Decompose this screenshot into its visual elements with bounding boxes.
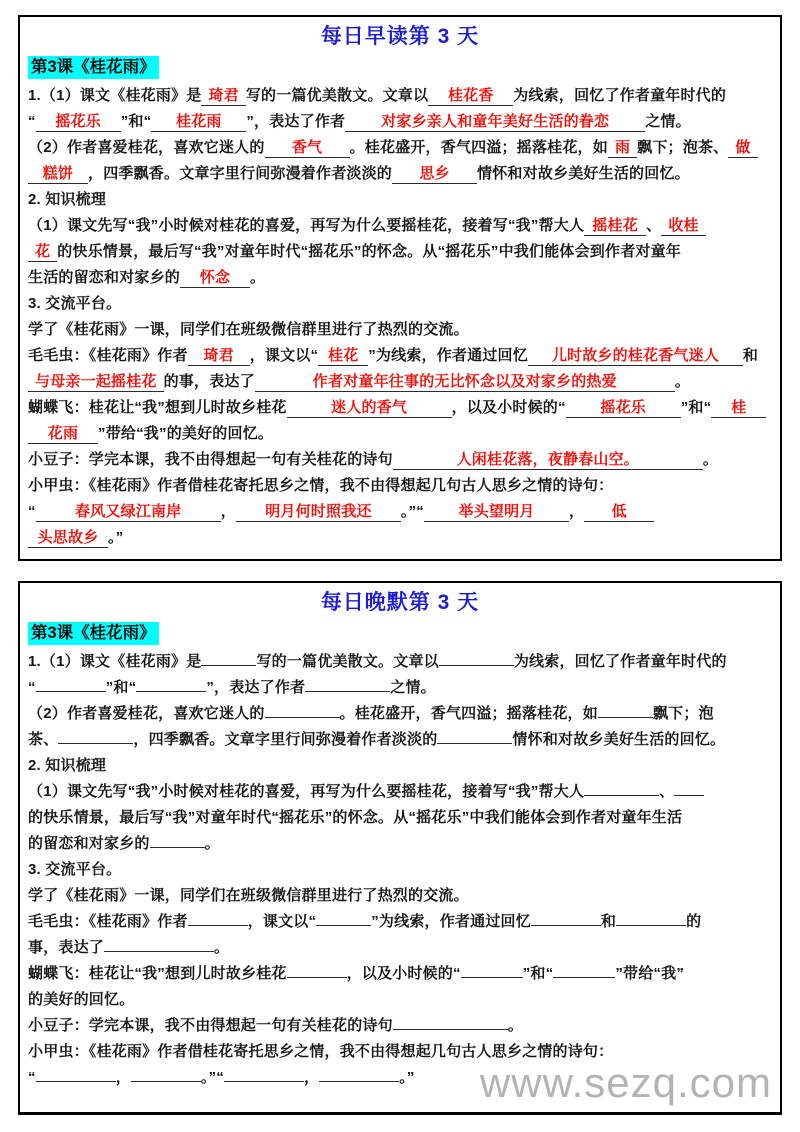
- blank-segment: [319, 1068, 399, 1082]
- answer-segment: 与母亲一起摇桂花: [28, 373, 164, 392]
- text-segment: “: [28, 503, 36, 521]
- answer-segment: 头思故乡: [28, 529, 108, 548]
- blank-segment: [201, 652, 256, 666]
- text-segment: 的快乐情景，最后写“我”对童年时代“摇花乐”的怀念。从“摇花乐”中我们能体会到作者对童年: [57, 243, 682, 261]
- text-segment: 。桂花盛开，香气四溢；摇落桂花，如: [349, 139, 608, 157]
- text-segment: “: [28, 1069, 36, 1087]
- text-segment: （2）作者喜爱桂花，喜欢它迷人的: [28, 139, 265, 157]
- morning-lesson-header: 第3课《桂花雨》: [28, 56, 159, 79]
- worksheet-line: [28, 135, 772, 161]
- answer-segment: 香气: [265, 139, 350, 158]
- text-segment: （1）课文先写“我”小时候对桂花的喜爱，再写为什么要摇桂花，接着写“我”帮大人: [28, 217, 585, 235]
- blank-segment: [58, 730, 133, 744]
- answer-segment: 琦君: [188, 347, 250, 366]
- text-segment: 为线索，回忆了作者童年时代的: [513, 653, 727, 671]
- text-segment: 飘下；泡: [652, 705, 714, 723]
- answer-segment: 花雨: [28, 425, 98, 444]
- blank-segment: [36, 1068, 116, 1082]
- worksheet-line: [28, 987, 772, 1013]
- text-segment: ”为线索，作者通过回忆: [371, 913, 531, 931]
- worksheet-line: [28, 857, 772, 883]
- worksheet-line: [28, 499, 772, 525]
- text-segment: ，课文以“: [249, 347, 319, 365]
- worksheet-line: [28, 369, 772, 395]
- answer-segment: 雨: [608, 139, 637, 158]
- worksheet-line: [28, 213, 772, 239]
- blank-segment: [265, 704, 340, 718]
- worksheet-line: [28, 317, 772, 343]
- text-segment: 。: [702, 451, 719, 469]
- worksheet-line: [28, 675, 772, 701]
- worksheet-line: [28, 239, 772, 265]
- text-segment: ，以及小时候的“: [451, 399, 566, 417]
- answer-segment: 桂花雨: [151, 113, 246, 132]
- worksheet-line: [28, 525, 772, 551]
- blank-segment: [553, 964, 615, 978]
- text-segment: 、: [659, 783, 675, 801]
- text-segment: 小豆子：学完本课，我不由得想起一句有关桂花的诗句: [28, 1017, 393, 1035]
- blank-segment: [674, 782, 704, 796]
- evening-dictation-section: [18, 581, 782, 1115]
- text-segment: 。桂花盛开，香气四溢；摇落桂花，如: [339, 705, 598, 723]
- text-segment: 、: [646, 217, 662, 235]
- text-segment: 的留恋和对家乡的: [28, 835, 150, 853]
- evening-lesson-header: 第3课《桂花雨》: [28, 622, 159, 645]
- answer-segment: 儿时故乡的桂花香气迷人: [528, 347, 743, 366]
- answer-segment: 举头望明月: [424, 503, 569, 522]
- text-segment: 1.（1）课文《桂花雨》是: [28, 87, 202, 105]
- text-segment: 写的一篇优美散文。文章以: [245, 87, 429, 105]
- text-segment: ”和“: [522, 965, 554, 983]
- text-segment: 的事，表达了: [163, 373, 255, 391]
- answer-segment: 对家乡亲人和童年美好生活的眷恋: [345, 113, 645, 132]
- text-segment: 和: [742, 347, 759, 365]
- blank-segment: [131, 1068, 201, 1082]
- evening-section-title: 每日晚默第 3 天: [320, 591, 480, 614]
- answer-segment: 桂花香: [428, 87, 513, 106]
- worksheet-line: [28, 649, 772, 675]
- blank-segment: [104, 938, 214, 952]
- text-segment: 蝴蝶飞：桂花让“我”想到儿时故乡桂花: [28, 399, 287, 417]
- blank-segment: [188, 912, 248, 926]
- worksheet-line: [28, 909, 772, 935]
- text-segment: 蝴蝶飞：桂花让“我”想到儿时故乡桂花: [28, 965, 287, 983]
- answer-segment: 人闲桂花落，夜静春山空。: [393, 451, 703, 470]
- text-segment: 的快乐情景，最后写“我”对童年时代“摇花乐”的怀念。从“摇花乐”中我们能体会到作者对童年生活: [28, 809, 683, 827]
- blank-segment: [224, 1068, 304, 1082]
- worksheet-line: [28, 1013, 772, 1039]
- answer-segment: 明月何时照我还: [236, 503, 401, 522]
- worksheet-line: [28, 805, 772, 831]
- text-segment: ”，表达了作者: [206, 679, 306, 697]
- answer-segment: 作者对童年往事的无比怀念以及对家乡的热爱: [255, 373, 675, 392]
- worksheet-line: [28, 961, 772, 987]
- answer-segment: 花: [28, 243, 57, 262]
- text-segment: ，四季飘香。文章字里行间弥漫着作者淡淡的: [133, 731, 438, 749]
- text-segment: 小甲虫：《桂花雨》作者借桂花寄托思乡之情，我不由得想起几句古人思乡之情的诗句：: [28, 477, 614, 495]
- worksheet-line: [28, 447, 772, 473]
- text-segment: 飘下；泡茶、: [637, 139, 729, 157]
- evening-content: [28, 649, 772, 1091]
- text-segment: ，: [569, 503, 585, 521]
- text-segment: 2. 知识梳理: [28, 191, 107, 209]
- text-segment: 。”: [399, 1069, 415, 1087]
- blank-segment: [287, 964, 347, 978]
- text-segment: 。: [674, 373, 691, 391]
- worksheet-line: [28, 343, 772, 369]
- answer-segment: 糕饼: [28, 165, 88, 184]
- text-segment: ，四季飘香。文章字里行间弥漫着作者淡淡的: [88, 165, 393, 183]
- blank-segment: [584, 782, 659, 796]
- worksheet-line: [28, 701, 772, 727]
- text-segment: 学了《桂花雨》一课，同学们在班级微信群里进行了热烈的交流。: [28, 321, 469, 339]
- text-segment: 生活的留恋和对家乡的: [28, 269, 181, 287]
- text-segment: 情怀和对故乡美好生活的回忆。: [512, 731, 726, 749]
- text-segment: 茶、: [28, 731, 59, 749]
- text-segment: ”，表达了作者: [246, 113, 346, 131]
- blank-segment: [531, 912, 601, 926]
- text-segment: ，: [115, 1069, 131, 1087]
- text-segment: 。”“: [200, 1069, 225, 1087]
- text-segment: 3. 交流平台。: [28, 861, 122, 879]
- answer-segment: 摇桂花: [584, 217, 646, 236]
- text-segment: ，以及小时候的“: [346, 965, 461, 983]
- text-segment: ”和“: [680, 399, 712, 417]
- answer-segment: 摇花乐: [566, 399, 681, 418]
- text-segment: “: [28, 113, 36, 131]
- text-segment: 小豆子：学完本课，我不由得想起一句有关桂花的诗句: [28, 451, 393, 469]
- text-segment: 1.（1）课文《桂花雨》是: [28, 653, 202, 671]
- answer-segment: 琦君: [201, 87, 245, 106]
- text-segment: ，课文以“: [247, 913, 317, 931]
- blank-segment: [136, 678, 206, 692]
- answer-segment: 春风又绿江南岸: [36, 503, 221, 522]
- text-segment: 。: [507, 1017, 524, 1035]
- morning-lesson-header-row: [28, 56, 772, 80]
- blank-segment: [150, 834, 205, 848]
- text-segment: ”为线索，作者通过回忆: [368, 347, 528, 365]
- blank-segment: [305, 678, 390, 692]
- text-segment: 之情。: [390, 679, 436, 697]
- worksheet-line: [28, 161, 772, 187]
- watermark: www.sezq.com: [479, 1059, 772, 1106]
- text-segment: 学了《桂花雨》一课，同学们在班级微信群里进行了热烈的交流。: [28, 887, 469, 905]
- worksheet-line: [28, 187, 772, 213]
- morning-reading-section: [18, 15, 782, 561]
- worksheet-line: [28, 779, 772, 805]
- answer-segment: 做: [728, 139, 757, 158]
- text-segment: 情怀和对故乡美好生活的回忆。: [477, 165, 690, 183]
- text-segment: 毛毛虫：《桂花雨》作者: [28, 347, 188, 365]
- worksheet-line: [28, 727, 772, 753]
- text-segment: ”带给“我”: [615, 965, 685, 983]
- text-segment: 的: [686, 913, 702, 931]
- worksheet-line: [28, 395, 772, 421]
- answer-segment: 思乡: [392, 165, 477, 184]
- text-segment: 写的一篇优美散文。文章以: [256, 653, 439, 671]
- worksheet-line: [28, 291, 772, 317]
- text-segment: “: [28, 679, 36, 697]
- answer-segment: 怀念: [180, 269, 250, 288]
- worksheet-line: [28, 883, 772, 909]
- blank-segment: [437, 730, 512, 744]
- blank-segment: [461, 964, 523, 978]
- answer-segment: 桂: [711, 399, 766, 418]
- worksheet-line: [28, 935, 772, 961]
- text-segment: 之情。: [645, 113, 691, 131]
- text-segment: 。: [250, 269, 266, 287]
- text-segment: ，: [304, 1069, 320, 1087]
- blank-segment: [393, 1016, 508, 1030]
- evening-lesson-header-row: [28, 622, 772, 646]
- blank-segment: [36, 678, 106, 692]
- text-segment: 。: [214, 939, 230, 957]
- text-segment: 的美好的回忆。: [28, 991, 135, 1009]
- text-segment: ”带给“我”的美好的回忆。: [98, 425, 274, 443]
- worksheet-line: [28, 753, 772, 779]
- text-segment: 。: [204, 835, 220, 853]
- worksheet-line: [28, 831, 772, 857]
- text-segment: （1）课文先写“我”小时候对桂花的喜爱，再写为什么要摇桂花，接着写“我”帮大人: [28, 783, 585, 801]
- morning-content: [28, 83, 772, 551]
- answer-segment: 桂花: [318, 347, 368, 366]
- text-segment: 。”: [108, 529, 124, 547]
- worksheet-line: [28, 265, 772, 291]
- worksheet-line: [28, 83, 772, 109]
- text-segment: ”和“: [120, 113, 152, 131]
- worksheet-line: [28, 421, 772, 447]
- answer-segment: 摇花乐: [36, 113, 121, 132]
- text-segment: 事，表达了: [28, 939, 105, 957]
- worksheet-line: [28, 473, 772, 499]
- answer-segment: 收桂: [661, 217, 705, 236]
- text-segment: 和: [600, 913, 617, 931]
- text-segment: （2）作者喜爱桂花，喜欢它迷人的: [28, 705, 265, 723]
- blank-segment: [316, 912, 371, 926]
- blank-segment: [616, 912, 686, 926]
- answer-segment: 迷人的香气: [287, 399, 452, 418]
- text-segment: 2. 知识梳理: [28, 757, 107, 775]
- text-segment: 。”“: [400, 503, 425, 521]
- text-segment: ，: [220, 503, 236, 521]
- text-segment: 小甲虫：《桂花雨》作者借桂花寄托思乡之情，我不由得想起几句古人思乡之情的诗句：: [28, 1043, 614, 1061]
- text-segment: 为线索，回忆了作者童年时代的: [513, 87, 727, 105]
- text-segment: 3. 交流平台。: [28, 295, 122, 313]
- blank-segment: [598, 704, 653, 718]
- worksheet-line: [28, 109, 772, 135]
- text-segment: ”和“: [105, 679, 137, 697]
- morning-section-title: 每日早读第 3 天: [320, 25, 480, 48]
- text-segment: 毛毛虫：《桂花雨》作者: [28, 913, 188, 931]
- answer-segment: 低: [584, 503, 654, 522]
- blank-segment: [439, 652, 514, 666]
